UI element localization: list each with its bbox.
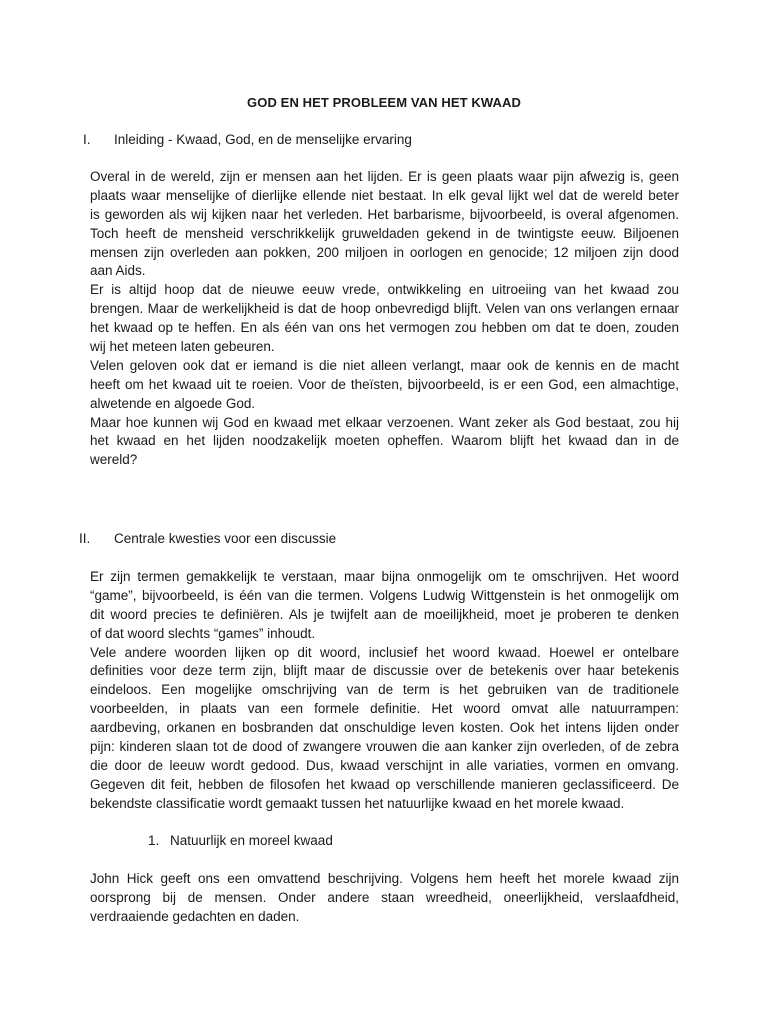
text-line: aardbeving, orkanen en bosbranden dat onschuldige leven kosten. Ook het intens lijden onder [90,720,679,736]
section-2-body [90,568,679,814]
section-heading-2 [79,530,679,548]
text-line: pijn: kinderen slaan tot de dood of zwangere vrouwen die aan kanker zijn overleden, of de zebra [90,739,679,755]
text-line: brengen. Maar de werkelijkheid is dat de hoop onbevredigd blijft. Velen van ons verlangen ernaar [90,301,679,317]
subsection-heading-1 [148,832,648,850]
text-line: oorsprong bij de mensen. Onder andere staan wreedheid, oneerlijkheid, verslaafdheid, [90,889,679,905]
section-number: I. [83,132,91,147]
text-line: dit woord precies te definiëren. Als je twijfelt aan de moeilijkheid, moet je proberen te denken [90,606,679,622]
section-1-body [90,168,679,470]
text-line: het kwaad en het lijden noodzakelijk moeten opheffen. Waarom blijft het kwaad dan in de [90,433,679,449]
section-title: Centrale kwesties voor een discussie [114,531,337,546]
text-line: eindeloos. Een mogelijke omschrijving van de term is het gebruiken van de traditionele [90,682,679,698]
text-line: verdraaiende gedachten en daden. [90,908,300,924]
document-title: GOD EN HET PROBLEEM VAN HET KWAAD [247,95,521,110]
text-line: die door de leeuw wordt gedood. Dus, kwaad verschijnt in alle variaties, vormen en omvang. [90,757,679,773]
text-line: Velen geloven ook dat er iemand is die niet alleen verlangt, maar ook de kennis en de macht [90,357,679,373]
text-line: Gegeven dit feit, hebben de filosofen het kwaad op verschillende manieren geclassificeerd. De [90,776,679,792]
text-line: John Hick geeft ons een omvattend beschrijving. Volgens hem heeft het morele kwaad zijn [90,871,679,886]
section-title: Inleiding - Kwaad, God, en de menselijke ervaring [114,132,412,147]
subsection-1-body [90,870,679,927]
text-line: aan Aids. [90,263,146,279]
section-heading-1 [83,131,683,149]
text-line: mensen zijn overleden aan pokken, 200 miljoen in oorlogen en genocide; 12 miljoen zijn dood [90,244,679,260]
text-line: plaats waar menselijke of dierlijke ellende niet bestaat. In elk geval lijkt wel dat de wereld beter [90,187,679,203]
text-line: heeft om het kwaad uit te roeien. Voor de theïsten, bijvoorbeeld, is er een God, een almachtige, [90,376,679,392]
text-line: “game”, bijvoorbeeld, is één van die termen. Volgens Ludwig Wittgenstein is het onmogelijk om [90,587,679,603]
text-line: alwetende en algoede God. [90,395,256,411]
text-line: Er is altijd hoop dat de nieuwe eeuw vrede, ontwikkeling en uitroeiing van het kwaad zou [90,282,679,298]
text-line: Maar hoe kunnen wij God en kwaad met elkaar verzoenen. Want zeker als God bestaat, zou hij [90,414,679,430]
text-line: wereld? [90,452,138,468]
subsection-title: Natuurlijk en moreel kwaad [170,833,333,848]
text-line: bekendste classificatie wordt gemaakt tussen het natuurlijke kwaad en het morele kwaad. [90,795,625,811]
text-line: definities voor deze term zijn, blijft maar de discussie over de betekenis over haar betekenis [90,663,679,679]
text-line: is geworden als wij kijken naar het verleden. Het barbarisme, bijvoorbeeld, is overal afgenomen. [90,206,679,222]
section-number: II. [79,531,91,546]
subsection-number: 1. [148,833,160,848]
text-line: Overal in de wereld, zijn er mensen aan het lijden. Er is geen plaats waar pijn afwezig is, geen [90,169,679,184]
text-line: Er zijn termen gemakkelijk te verstaan, maar bijna onmogelijk om te omschrijven. Het woord [90,569,679,584]
text-line: of dat woord slechts “games” inhoudt. [90,625,316,641]
text-line: wij het meteen laten gebeuren. [90,339,275,355]
text-line: het kwaad op te heffen. En als één van ons het vermogen zou hebben om dat te doen, zouden [90,320,679,336]
text-line: voorbeelden, in plaats van een formele definitie. Het woord omvat alle natuurrampen: [90,701,679,717]
text-line: Toch heeft de mensheid verschrikkelijk gruweldaden gekend in de twintigste eeuw. Biljoenen [90,225,679,241]
text-line: Vele andere woorden lijken op dit woord, inclusief het woord kwaad. Hoewel er ontelbare [90,644,679,660]
